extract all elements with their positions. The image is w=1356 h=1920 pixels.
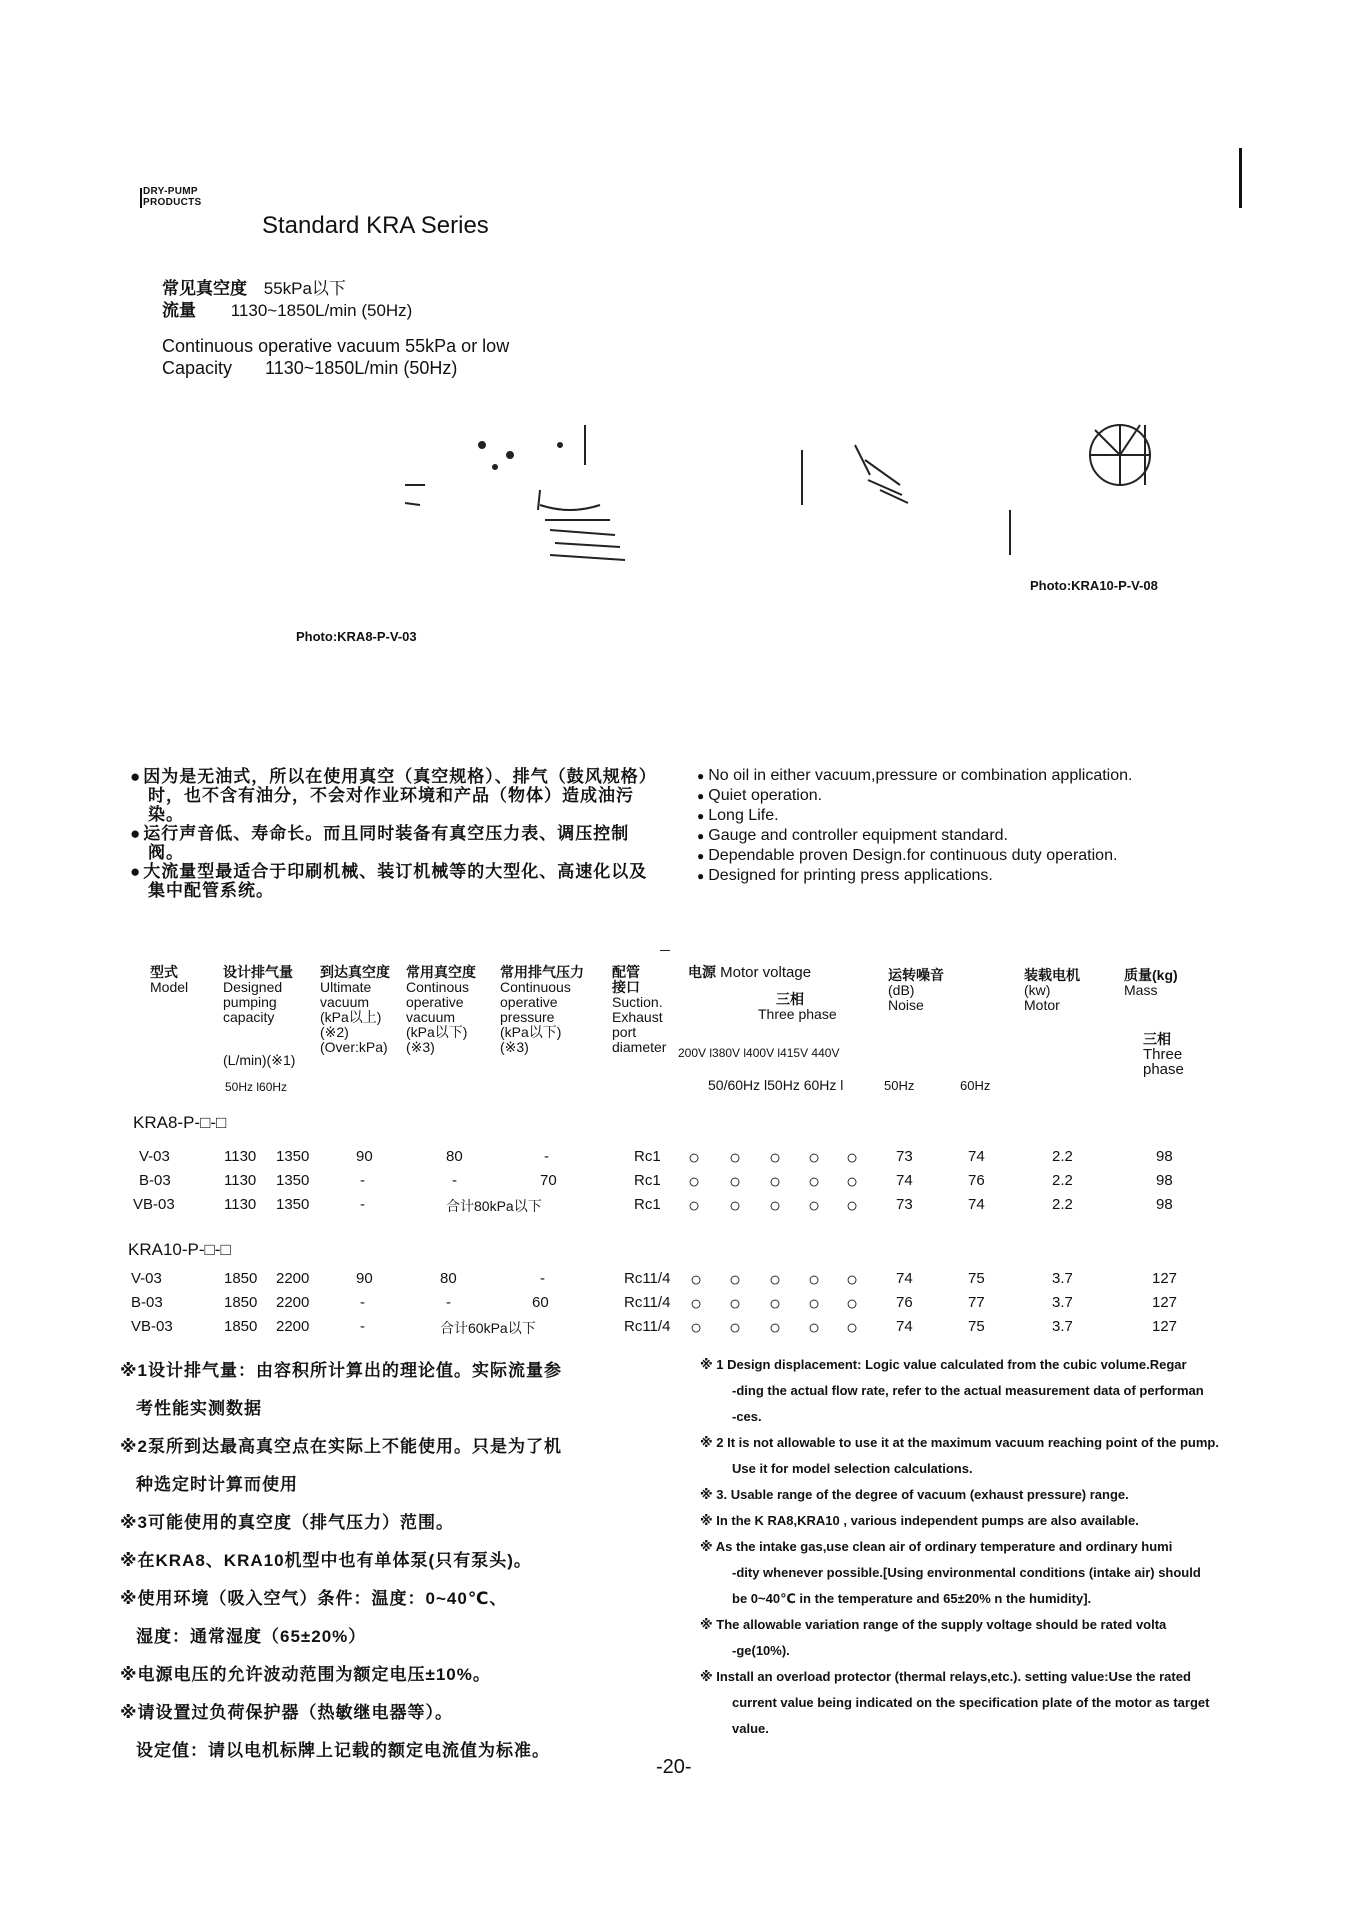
cell-volt-415: ○ xyxy=(808,1147,821,1169)
feature-en-item: ● Long Life. xyxy=(697,806,1257,826)
cell-noise60: 75 xyxy=(968,1318,985,1335)
cell-volt-200: ○ xyxy=(690,1269,703,1291)
note-en-line: ※ 2 It is not allowable to use it at the maximum vacuum reaching point of the pump. xyxy=(700,1435,1219,1450)
cell-model: B-03 xyxy=(131,1294,163,1311)
note-cn-line: ※3可能使用的真空度（排气压力）范围。 xyxy=(120,1513,454,1532)
note-en-line: ※ In the K RA8,KRA10 , various independent pumps are also available. xyxy=(700,1513,1139,1528)
cell-cap60: 2200 xyxy=(276,1294,310,1311)
th-designed-en2: pumping xyxy=(223,994,277,1010)
cell-cap50: 1130 xyxy=(224,1148,257,1165)
th-port xyxy=(612,965,666,1055)
table-row xyxy=(0,1294,1356,1318)
group-kra8-rows xyxy=(0,1148,1356,1220)
photo-kra8 xyxy=(370,395,700,575)
cell-volt-380: ○ xyxy=(729,1293,742,1315)
page-number: -20- xyxy=(656,1756,692,1778)
th-designed-en1: Designed xyxy=(223,979,283,995)
cell-continuous: 80 xyxy=(440,1270,457,1287)
th-mass xyxy=(1124,968,1178,998)
note-en-line: -ces. xyxy=(732,1409,762,1424)
brand-line-2: PRODUCTS xyxy=(143,197,202,208)
th-voltage-phase-en: Three phase xyxy=(758,1006,837,1022)
table-row xyxy=(0,1318,1356,1342)
cell-volt-380: ○ xyxy=(729,1171,742,1193)
note-cn-line: 种选定时计算而使用 xyxy=(136,1475,298,1494)
cell-volt-200: ○ xyxy=(688,1147,701,1169)
cell-motor: 2.2 xyxy=(1052,1172,1073,1189)
cn-vacuum-value: 55kPa以下 xyxy=(263,279,346,298)
note-en-line: -dity whenever possible.[Using environmental conditions (intake air) should xyxy=(732,1565,1201,1580)
th-noise-en1: (dB) xyxy=(888,982,915,998)
cell-motor: 3.7 xyxy=(1052,1270,1073,1287)
th-voltage-title xyxy=(688,965,811,980)
th-pressure-cn: 常用排气压力 xyxy=(500,964,584,980)
th-pressure-en4: (kPa以下) xyxy=(500,1024,562,1040)
cell-cap50: 1850 xyxy=(224,1318,258,1335)
note-cn-line: ※1设计排气量：由容积所计算出的理论值。实际流量参 xyxy=(120,1361,562,1380)
cell-ultimate: 90 xyxy=(356,1148,373,1165)
th-port-en4: diameter xyxy=(612,1039,667,1055)
th-designed-hz: 50Hz l60Hz xyxy=(225,1080,288,1094)
feature-en-item: ● No oil in either vacuum,pressure or combination application. xyxy=(697,766,1257,786)
th-ultimate-en4: (※2) xyxy=(320,1024,349,1040)
group-kra10-rows xyxy=(0,1270,1356,1342)
note-cn-line: ※在KRA8、KRA10机型中也有单体泵(只有泵头)。 xyxy=(120,1551,532,1570)
note-en-line: current value being indicated on the specification plate of the motor as target xyxy=(732,1695,1210,1710)
th-pressure-en2: operative xyxy=(500,994,558,1010)
th-continuous-en3: vacuum xyxy=(406,1009,456,1025)
th-continuous xyxy=(406,965,476,1055)
cell-volt-440: ○ xyxy=(846,1171,859,1193)
en-capacity-line xyxy=(162,358,457,379)
cell-volt-380: ○ xyxy=(729,1147,742,1169)
cell-noise50: 74 xyxy=(896,1318,913,1335)
th-port-cn1: 配管 xyxy=(612,964,640,980)
th-pressure-en5: (※3) xyxy=(500,1039,529,1055)
cell-cap60: 2200 xyxy=(276,1270,310,1287)
cell-volt-440: ○ xyxy=(846,1317,859,1339)
note-en-line: ※ As the intake gas,use clean air of ordinary temperature and ordinary humi xyxy=(700,1539,1173,1554)
note-en-line: value. xyxy=(732,1721,769,1736)
cell-motor: 2.2 xyxy=(1052,1196,1073,1213)
cell-volt-415: ○ xyxy=(808,1317,821,1339)
th-continuous-en5: (※3) xyxy=(406,1039,435,1055)
th-designed-cn: 设计排气量 xyxy=(223,964,293,980)
cell-ultimate: - xyxy=(360,1172,365,1189)
brand-line-1: DRY-PUMP xyxy=(143,186,198,197)
brand-label xyxy=(143,186,202,208)
th-pressure-en3: pressure xyxy=(500,1009,555,1025)
cell-continuous: 合计80kPa以下 xyxy=(446,1198,542,1214)
feature-cn-item: ● 大流量型最适合于印刷机械、装订机械等的大型化、高速化以及集中配管系统。 xyxy=(130,862,660,900)
table-row xyxy=(0,1196,1356,1220)
cn-flow-value: 1130~1850L/min (50Hz) xyxy=(230,301,413,320)
cell-continuous: 合计60kPa以下 xyxy=(440,1320,536,1336)
cell-volt-415: ○ xyxy=(808,1171,821,1193)
note-cn-line: ※电源电压的允许波动范围为额定电压±10%。 xyxy=(120,1665,491,1684)
th-ultimate-en3: (kPa以上) xyxy=(320,1009,382,1025)
cell-cap60: 1350 xyxy=(276,1172,310,1189)
note-en-line: ※ 1 Design displacement: Logic value calculated from the cubic volume.Regar xyxy=(700,1357,1187,1372)
note-cn-line: ※请设置过负荷保护器（热敏继电器等）。 xyxy=(120,1703,454,1722)
cell-volt-400: ○ xyxy=(769,1147,782,1169)
cell-noise60: 77 xyxy=(968,1294,985,1311)
th-mass-phase-en1: Three xyxy=(1143,1046,1183,1063)
th-noise-hz50: 50Hz xyxy=(884,1078,915,1093)
en-capacity-value: 1130~1850L/min (50Hz) xyxy=(265,358,458,378)
table-row xyxy=(0,1148,1356,1172)
cell-volt-400: ○ xyxy=(769,1269,782,1291)
note-en-line: Use it for model selection calculations. xyxy=(732,1461,973,1476)
cell-volt-440: ○ xyxy=(846,1195,859,1217)
cell-volt-200: ○ xyxy=(688,1195,701,1217)
cell-port: Rc1 xyxy=(634,1196,661,1213)
th-continuous-cn: 常用真空度 xyxy=(406,964,476,980)
th-model-en: Model xyxy=(150,979,189,995)
cell-ultimate: 90 xyxy=(356,1270,373,1287)
th-motor-cn: 装载电机 xyxy=(1024,967,1080,983)
cell-mass: 127 xyxy=(1152,1318,1178,1335)
cell-cap60: 1350 xyxy=(276,1196,310,1213)
cell-noise50: 73 xyxy=(896,1196,913,1213)
group-kra10-title: KRA10-P-□-□ xyxy=(128,1240,231,1259)
th-port-en1: Suction. xyxy=(612,994,663,1010)
cell-volt-400: ○ xyxy=(769,1171,782,1193)
cell-motor: 3.7 xyxy=(1052,1318,1073,1335)
cell-model: B-03 xyxy=(139,1172,171,1189)
cn-vacuum-label: 常见真空度 xyxy=(162,279,247,298)
feature-en-item: ● Designed for printing press applications. xyxy=(697,866,1257,886)
cell-pressure: 60 xyxy=(532,1294,549,1311)
cell-noise60: 74 xyxy=(968,1196,985,1213)
photo-kra10 xyxy=(790,395,1170,565)
cell-volt-415: ○ xyxy=(808,1293,821,1315)
cell-continuous: 80 xyxy=(446,1148,463,1165)
note-en-line: ※ The allowable variation range of the supply voltage should be rated volta xyxy=(700,1617,1167,1632)
th-voltage-en: Motor voltage xyxy=(720,964,812,981)
cell-port: Rc1 xyxy=(634,1148,661,1165)
cell-noise60: 74 xyxy=(968,1148,985,1165)
note-cn-line: 考性能实测数据 xyxy=(136,1399,262,1418)
th-port-cn2: 接口 xyxy=(612,979,640,995)
cell-port: Rc11/4 xyxy=(624,1294,671,1311)
th-voltage-list: 200V l380V l400V l415V 440V xyxy=(678,1046,840,1060)
cell-cap60: 2200 xyxy=(276,1318,310,1335)
note-en-line: ※ Install an overload protector (thermal relays,etc.). setting value:Use the rated xyxy=(700,1669,1191,1684)
pump-image-kra8 xyxy=(370,395,700,575)
cell-volt-400: ○ xyxy=(769,1293,782,1315)
features-en xyxy=(697,766,1257,886)
feature-en-item: ● Gauge and controller equipment standard. xyxy=(697,826,1257,846)
th-voltage-hz: 50/60Hz l50Hz 60Hz l xyxy=(708,1077,844,1093)
cell-noise50: 73 xyxy=(896,1148,913,1165)
cell-volt-200: ○ xyxy=(690,1317,703,1339)
group-kra8-title: KRA8-P-□-□ xyxy=(133,1113,227,1132)
feature-en-item: ● Dependable proven Design.for continuous duty operation. xyxy=(697,846,1257,866)
cell-pressure: - xyxy=(540,1270,545,1287)
th-ultimate-en1: Ultimate xyxy=(320,979,372,995)
th-motor-en2: Motor xyxy=(1024,997,1060,1013)
th-ultimate xyxy=(320,965,390,1055)
cell-mass: 127 xyxy=(1152,1294,1178,1311)
table-row xyxy=(0,1172,1356,1196)
photo-caption-kra10: Photo:KRA10-P-V-08 xyxy=(1030,578,1158,593)
cell-port: Rc1 xyxy=(634,1172,661,1189)
features-cn xyxy=(130,767,660,900)
feature-cn-item: ● 因为是无油式，所以在使用真空（真空规格）、排气（鼓风规格）时，也不含有油分，不会对作业环境和产品（物体）造成油污染。 xyxy=(130,767,660,824)
header-tick xyxy=(660,950,670,951)
cell-noise50: 74 xyxy=(896,1270,913,1287)
note-cn-line: ※2泵所到达最高真空点在实际上不能使用。只是为了机 xyxy=(120,1437,562,1456)
cell-noise50: 74 xyxy=(896,1172,913,1189)
cell-volt-380: ○ xyxy=(729,1269,742,1291)
cell-volt-400: ○ xyxy=(769,1317,782,1339)
note-en-line: ※ 3. Usable range of the degree of vacuum (exhaust pressure) range. xyxy=(700,1487,1129,1502)
th-motor-en1: (kw) xyxy=(1024,982,1051,998)
cell-mass: 98 xyxy=(1156,1196,1173,1213)
th-mass-phase xyxy=(1143,1032,1184,1077)
note-en-line: be 0~40℃ in the temperature and 65±20% n the humidity]. xyxy=(732,1591,1092,1606)
cell-cap50: 1130 xyxy=(224,1196,257,1213)
cell-volt-440: ○ xyxy=(846,1147,859,1169)
cell-cap50: 1850 xyxy=(224,1294,258,1311)
cell-mass: 127 xyxy=(1152,1270,1178,1287)
th-port-en2: Exhaust xyxy=(612,1009,663,1025)
cell-volt-415: ○ xyxy=(808,1269,821,1291)
th-voltage-phase xyxy=(758,992,837,1022)
cell-pressure: 70 xyxy=(540,1172,557,1189)
th-ultimate-cn: 到达真空度 xyxy=(320,964,390,980)
cell-port: Rc11/4 xyxy=(624,1318,671,1335)
cell-volt-380: ○ xyxy=(729,1317,742,1339)
table-row xyxy=(0,1270,1356,1294)
cell-volt-400: ○ xyxy=(769,1195,782,1217)
th-continuous-en2: operative xyxy=(406,994,464,1010)
th-motor xyxy=(1024,968,1080,1013)
cell-volt-440: ○ xyxy=(846,1269,859,1291)
th-mass-cn: 质量(kg) xyxy=(1124,967,1178,983)
cell-motor: 3.7 xyxy=(1052,1294,1073,1311)
note-en-line: -ge(10%). xyxy=(732,1643,790,1658)
note-en-line: -ding the actual flow rate, refer to the actual measurement data of performan xyxy=(732,1383,1204,1398)
page-edge-bar xyxy=(1239,148,1242,208)
cell-continuous: - xyxy=(452,1172,457,1189)
th-ultimate-en5: (Over:kPa) xyxy=(320,1039,388,1055)
th-continuous-en4: (kPa以下) xyxy=(406,1024,468,1040)
en-vacuum-line: Continuous operative vacuum 55kPa or low xyxy=(162,336,510,356)
cell-continuous: - xyxy=(446,1294,451,1311)
th-voltage-cn: 电源 xyxy=(688,964,716,980)
cell-volt-440: ○ xyxy=(846,1293,859,1315)
cell-volt-200: ○ xyxy=(688,1171,701,1193)
cell-model: V-03 xyxy=(139,1148,170,1165)
cell-cap60: 1350 xyxy=(276,1148,310,1165)
note-cn-line: ※使用环境（吸入空气）条件：温度：0~40℃、 xyxy=(120,1589,508,1608)
th-designed-unit: (L/min)(※1) xyxy=(223,1052,296,1068)
th-pressure xyxy=(500,965,584,1055)
th-noise xyxy=(888,968,944,1013)
feature-en-item: ● Quiet operation. xyxy=(697,786,1257,806)
pump-image-kra10 xyxy=(790,395,1170,565)
cell-model: V-03 xyxy=(131,1270,162,1287)
cell-noise60: 76 xyxy=(968,1172,985,1189)
th-designed xyxy=(223,965,293,1025)
th-noise-cn: 运转噪音 xyxy=(888,967,944,983)
th-noise-hz60: 60Hz xyxy=(960,1078,991,1093)
th-mass-phase-cn: 三相 xyxy=(1143,1031,1171,1047)
cell-mass: 98 xyxy=(1156,1148,1173,1165)
cell-noise50: 76 xyxy=(896,1294,913,1311)
th-ultimate-en2: vacuum xyxy=(320,994,370,1010)
th-model-cn: 型式 xyxy=(150,964,178,980)
note-cn-line: 湿度：通常湿度（65±20%） xyxy=(136,1627,367,1646)
cell-ultimate: - xyxy=(360,1294,365,1311)
cell-pressure: - xyxy=(544,1148,549,1165)
series-title: Standard KRA Series xyxy=(262,212,489,239)
cell-cap50: 1850 xyxy=(224,1270,258,1287)
th-pressure-en1: Continuous xyxy=(500,979,571,995)
th-continuous-en1: Continous xyxy=(406,979,470,995)
feature-cn-item: ● 运行声音低、寿命长。而且同时装备有真空压力表、调压控制阀。 xyxy=(130,824,660,862)
cell-noise60: 75 xyxy=(968,1270,985,1287)
th-designed-en3: capacity xyxy=(223,1009,275,1025)
th-model xyxy=(150,965,188,995)
cell-cap50: 1130 xyxy=(224,1172,257,1189)
header-bar xyxy=(140,188,142,208)
cell-motor: 2.2 xyxy=(1052,1148,1073,1165)
cell-volt-415: ○ xyxy=(808,1195,821,1217)
cn-flow-label: 流量 xyxy=(162,301,196,320)
th-port-en3: port xyxy=(612,1024,637,1040)
cell-mass: 98 xyxy=(1156,1172,1173,1189)
en-capacity-label: Capacity xyxy=(162,358,233,378)
cell-model: VB-03 xyxy=(133,1196,175,1213)
th-voltage-phase-cn: 三相 xyxy=(776,991,804,1007)
cell-volt-200: ○ xyxy=(690,1293,703,1315)
cell-port: Rc11/4 xyxy=(624,1270,671,1287)
cell-model: VB-03 xyxy=(131,1318,173,1335)
cell-ultimate: - xyxy=(360,1318,365,1335)
th-mass-phase-en2: phase xyxy=(1143,1061,1184,1078)
cell-ultimate: - xyxy=(360,1196,365,1213)
cell-volt-380: ○ xyxy=(729,1195,742,1217)
photo-caption-kra8: Photo:KRA8-P-V-03 xyxy=(296,629,417,644)
th-noise-en2: Noise xyxy=(888,997,924,1013)
note-cn-line: 设定值：请以电机标牌上记载的额定电流值为标准。 xyxy=(136,1741,550,1760)
th-mass-en: Mass xyxy=(1124,982,1158,998)
cn-flow-line xyxy=(162,296,412,321)
